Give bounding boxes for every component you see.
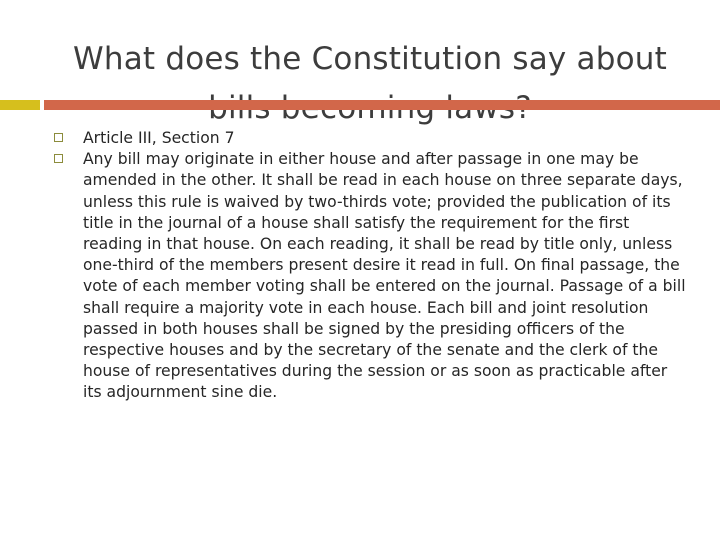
title-accent-bar [0,100,40,110]
square-outline-bullet-icon [54,154,63,163]
bullet-item-section-text [54,149,690,403]
bullet-text-section: Any bill may originate in either house and after passage in one may be amended in the other. It shall be read in each house on three separate days, unless this rule is waived by two-thirds vote; provided the publication of its title in the journal of a house shall satisfy the requirement for the first reading in that house. On each reading, it shall be read by title only, unless one-third of the members present desire it read in full. On final passage, the vote of each member voting shall be entered on the journal. Passage of a bill shall require a majority vote in each house. Each bill and joint resolution passed in both houses shall be signed by the presiding officers of the respective houses and by the secretary of the senate and the clerk of the house of representatives during the session or as soon as practicable after its adjournment sine die. [83,150,686,402]
square-outline-bullet-icon [54,133,63,142]
title-divider-bar [44,100,720,110]
bullet-list [54,128,690,404]
bullet-item-article [54,128,690,149]
bullet-text-article: Article III, Section 7 [83,129,235,147]
slide-title: What does the Constitution say about [73,40,667,77]
